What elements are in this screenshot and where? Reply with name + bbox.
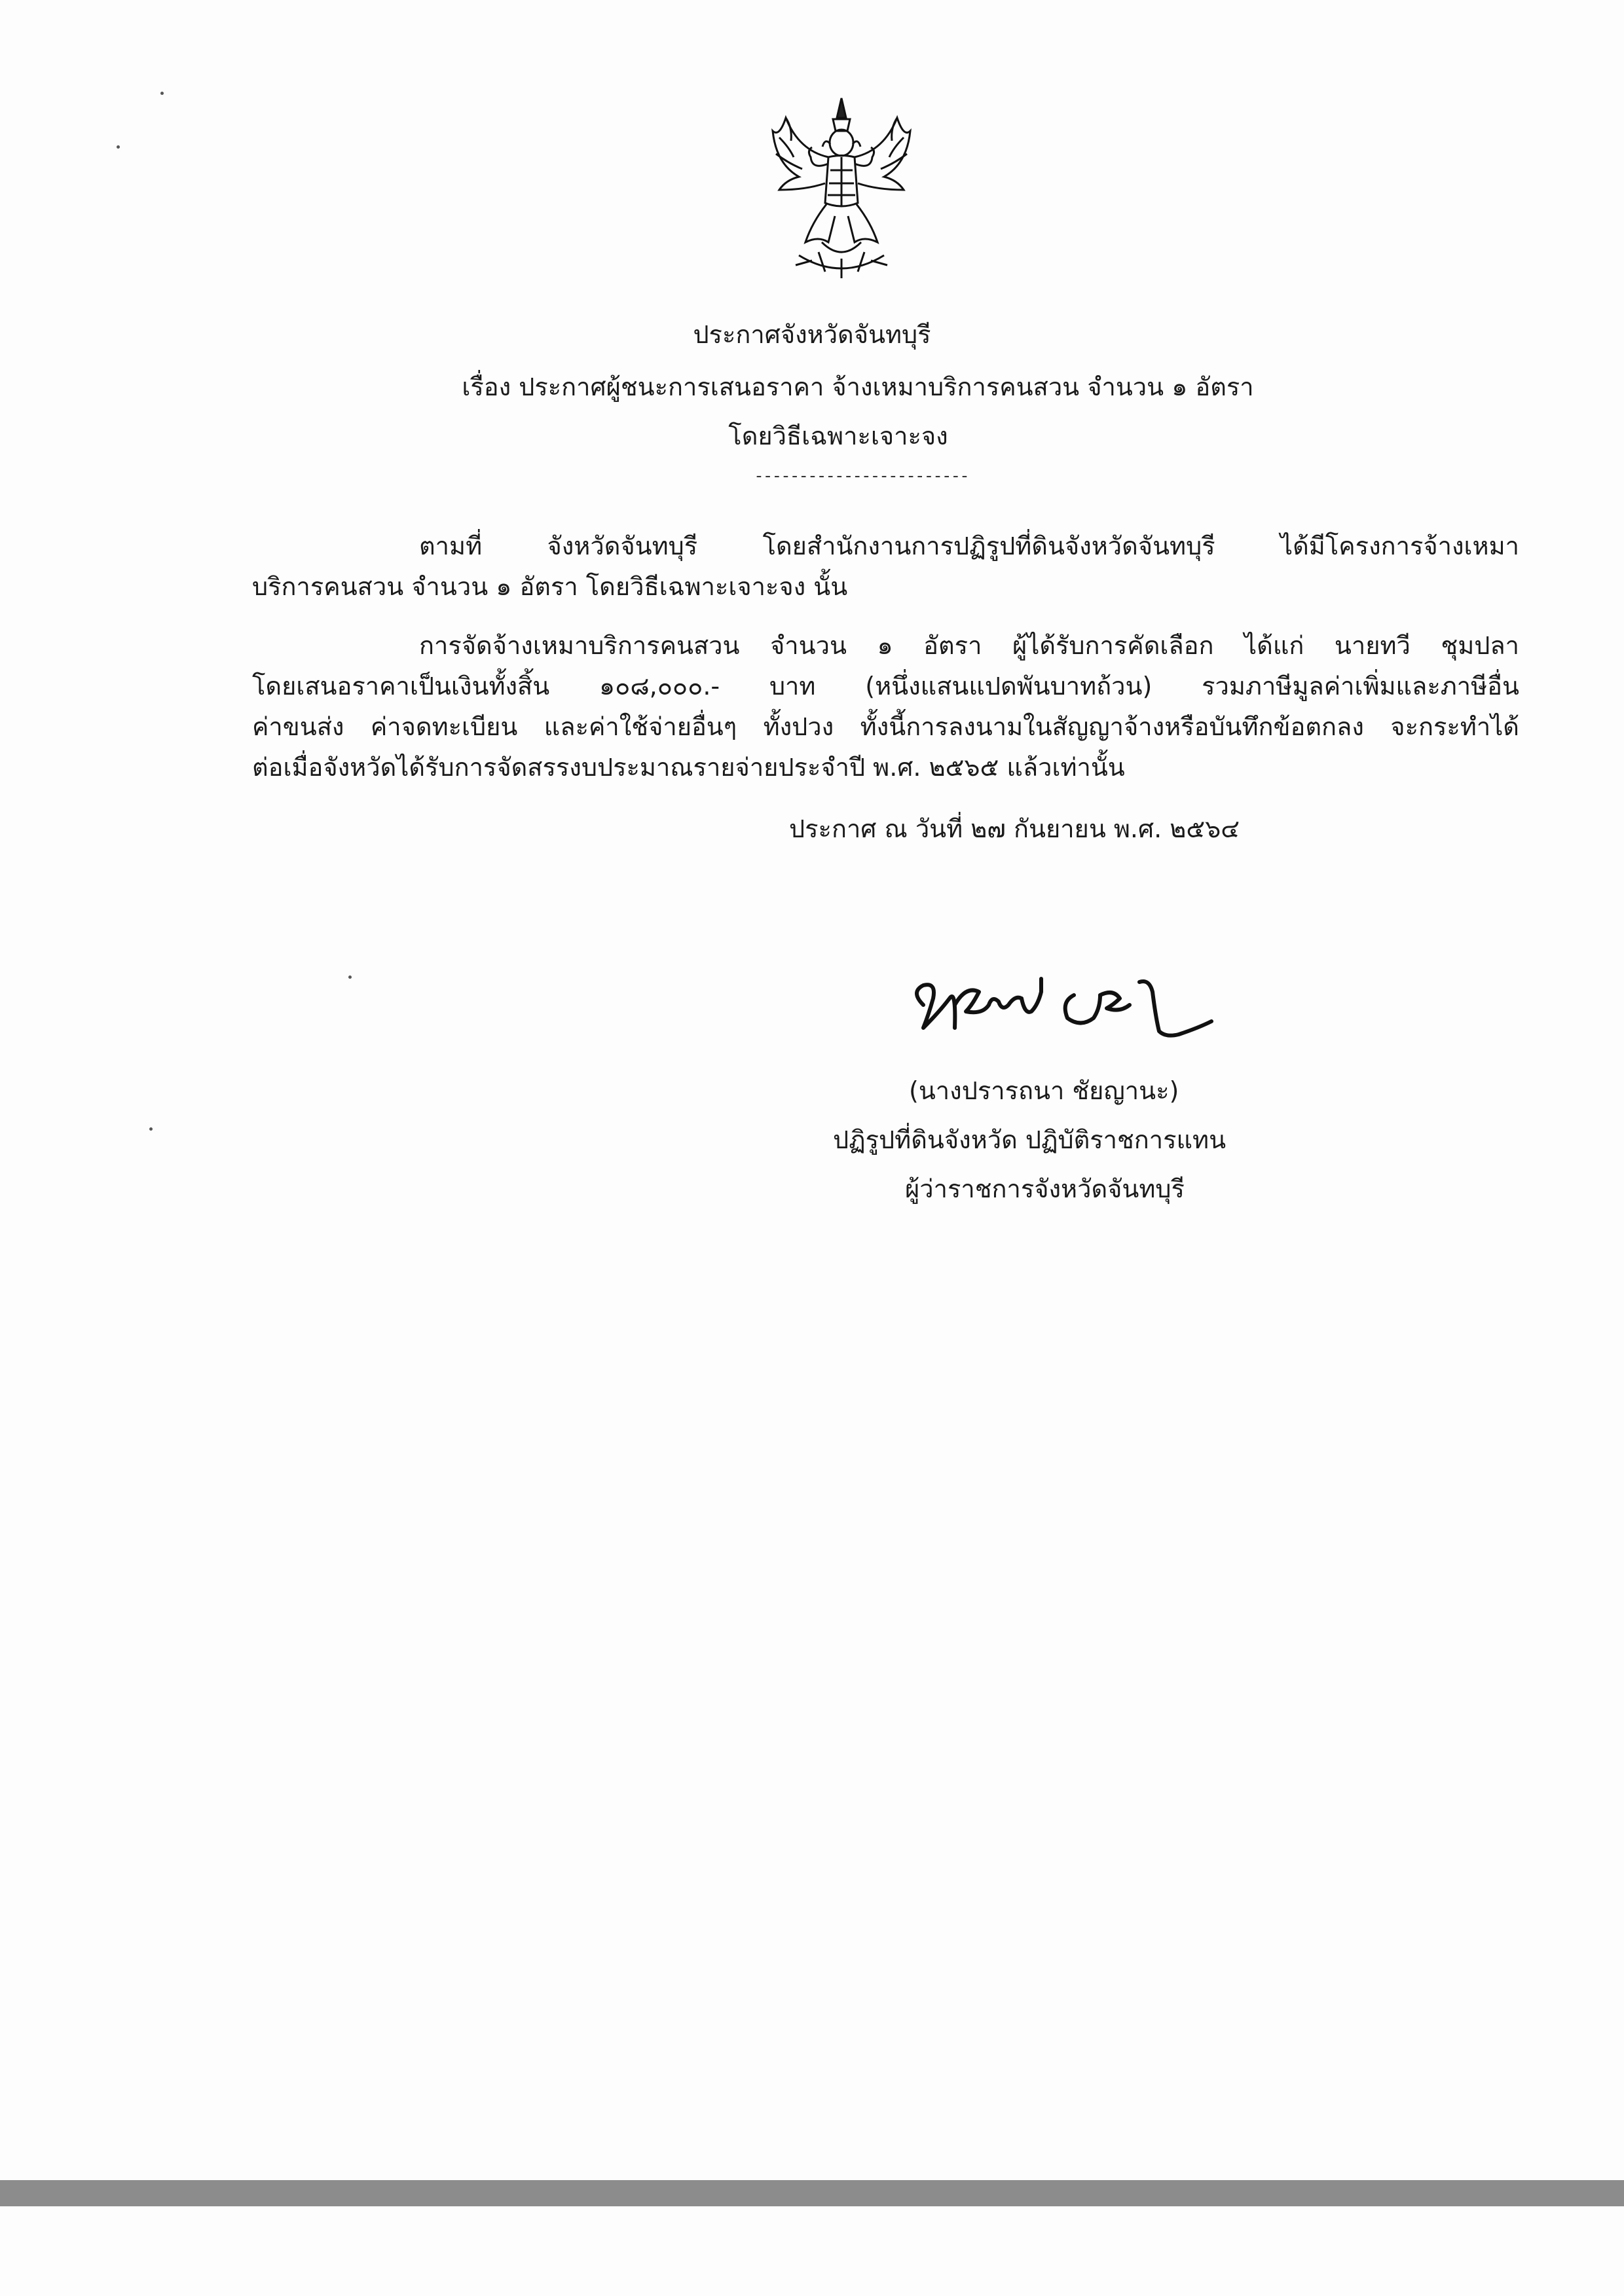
paragraph2-word: ค่าขนส่ง xyxy=(252,712,344,741)
scan-speck xyxy=(348,975,352,979)
announcement-date: ประกาศ ณ วันที่ ๒๗ กันยายน พ.ศ. ๒๕๖๔ xyxy=(789,814,1240,843)
handwritten-signature-icon xyxy=(904,966,1244,1057)
scan-speck xyxy=(160,92,164,95)
announcement-title: ประกาศจังหวัดจันทบุรี xyxy=(693,320,931,349)
garuda-emblem-icon xyxy=(760,92,923,288)
paragraph2-line1 xyxy=(419,629,1519,663)
paragraph1-word: จังหวัดจันทบุรี xyxy=(547,532,698,560)
paragraph2-word: จำนวน xyxy=(770,631,847,660)
paragraph2-line2 xyxy=(252,669,1519,703)
paragraph2-word: จะกระทำได้ xyxy=(1390,712,1519,741)
signatory-name: (นางปรารถนา ชัยญานะ) xyxy=(909,1076,1179,1105)
paragraph2-word: โดยเสนอราคาเป็นเงินทั้งสิ้น xyxy=(252,672,550,701)
paragraph2-word: ทั้งนี้การลงนามในสัญญาจ้างหรือบันทึกข้อตกลง xyxy=(860,712,1364,741)
procurement-method: โดยวิธีเฉพาะเจาะจง xyxy=(728,422,948,450)
header-separator: ------------------------ xyxy=(754,466,969,486)
paragraph2-word: ค่าจดทะเบียน xyxy=(370,712,518,741)
signatory-position-1: ปฏิรูปที่ดินจังหวัด ปฏิบัติราชการแทน xyxy=(833,1125,1227,1154)
paragraph2-word: (หนึ่งแสนแปดพันบาทถ้วน) xyxy=(865,672,1153,701)
paragraph2-word: นายทวี xyxy=(1334,631,1411,660)
paragraph1-line2: บริการคนสวน จำนวน ๑ อัตรา โดยวิธีเฉพาะเจาะจง นั้น xyxy=(252,572,848,601)
paragraph2-word: ได้แก่ xyxy=(1244,631,1304,660)
signatory-position-2: ผู้ว่าราชการจังหวัดจันทบุรี xyxy=(905,1175,1185,1203)
paragraph1-word: โดยสำนักงานการปฏิรูปที่ดินจังหวัดจันทบุรี xyxy=(762,532,1215,560)
paragraph2-word: ทั้งปวง xyxy=(763,712,834,741)
paragraph1-word: ตามที่ xyxy=(419,532,483,560)
paragraph2-word: และค่าใช้จ่ายอื่นๆ xyxy=(544,712,737,741)
paragraph1-word: ได้มีโครงการจ้างเหมา xyxy=(1280,532,1519,560)
announcement-subject: เรื่อง ประกาศผู้ชนะการเสนอราคา จ้างเหมาบริการคนสวน จำนวน ๑ อัตรา xyxy=(462,373,1254,401)
paragraph2-word: ๑ xyxy=(877,631,893,660)
paragraph1-line1 xyxy=(419,529,1519,563)
scan-bottom-bar xyxy=(0,2180,1624,2206)
paragraph2-word: อัตรา xyxy=(923,631,982,660)
scan-speck xyxy=(117,145,120,149)
paragraph2-word: บาท xyxy=(769,672,816,701)
paragraph2-word: ๑๐๘,๐๐๐.- xyxy=(599,672,720,701)
paragraph2-word: ชุมปลา xyxy=(1441,631,1519,660)
paragraph2-line4: ต่อเมื่อจังหวัดได้รับการจัดสรรงบประมาณรายจ่ายประจำปี พ.ศ. ๒๕๖๕ แล้วเท่านั้น xyxy=(252,753,1125,782)
paragraph2-word: ผู้ได้รับการคัดเลือก xyxy=(1012,631,1214,660)
paragraph2-word: การจัดจ้างเหมาบริการคนสวน xyxy=(419,631,740,660)
scan-speck xyxy=(149,1127,153,1131)
paragraph2-line3 xyxy=(252,710,1519,744)
paragraph2-word: รวมภาษีมูลค่าเพิ่มและภาษีอื่น xyxy=(1202,672,1519,701)
